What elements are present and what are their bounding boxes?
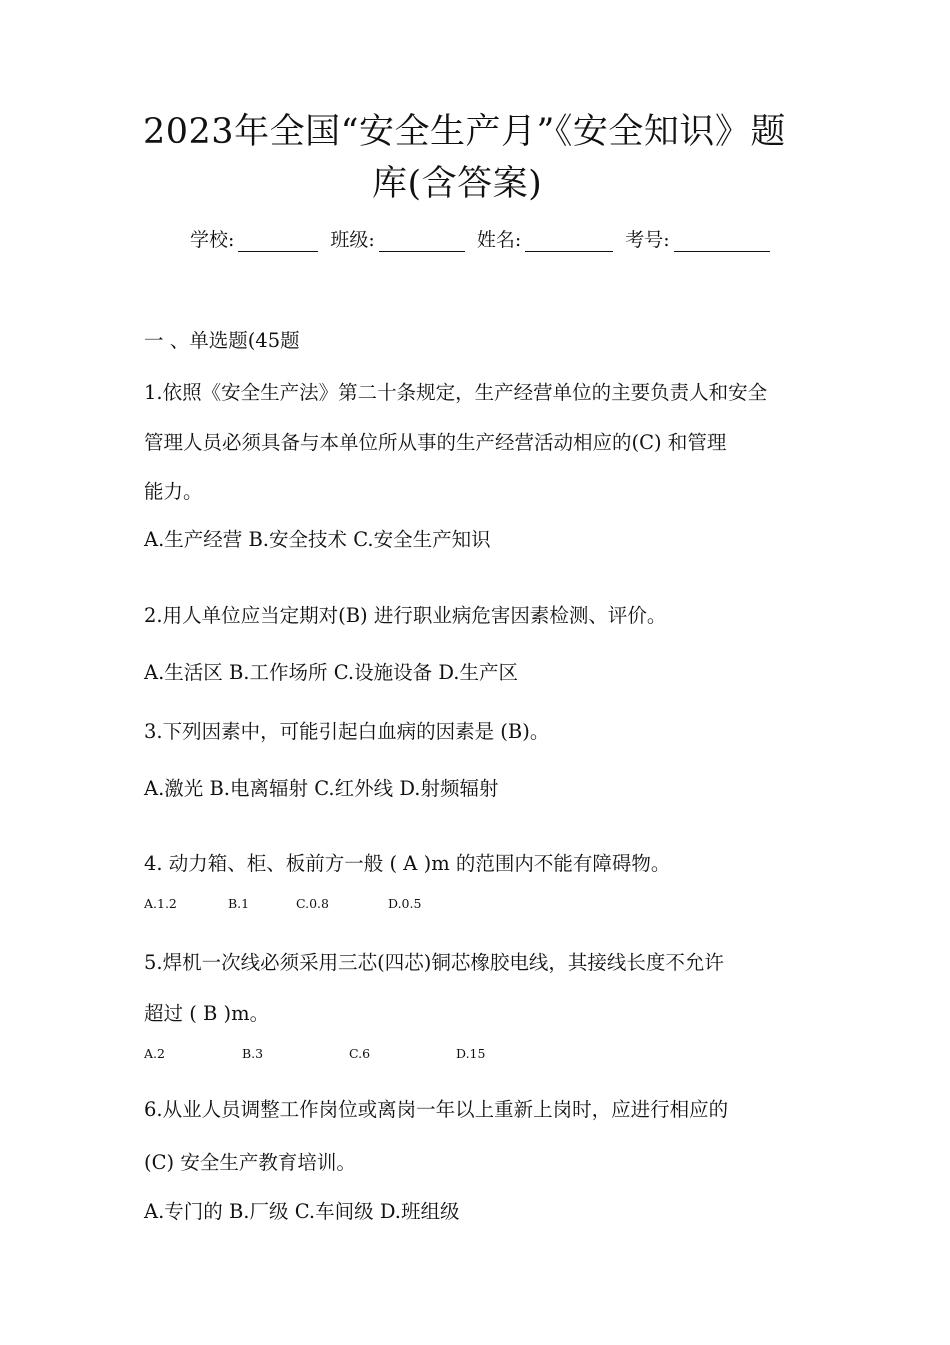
q6-line2: (C) 安全生产教育培训。 (144, 1151, 356, 1174)
class-blank[interactable] (379, 229, 465, 252)
q1-line1: 1.依照《安全生产法》第二十条规定，生产经营单位的主要负责人和安全 (144, 381, 768, 404)
q4-line1: 4. 动力箱、柜、板前方一般 ( A )m 的范围内不能有障碍物。 (144, 852, 671, 875)
q2-options: A.生活区 B.工作场所 C.设施设备 D.生产区 (144, 661, 518, 684)
school-label: 学校: (190, 229, 235, 251)
q5-option-a: A.2 (144, 1046, 165, 1061)
q4-option-b: B.1 (228, 896, 250, 911)
q4-options (144, 896, 421, 911)
q5-options (144, 1046, 485, 1061)
q2-line1: 2.用人单位应当定期对(B) 进行职业病危害因素检测、评价。 (144, 604, 667, 627)
student-info-fields (190, 225, 782, 252)
doc-title-line1: 2023年全国“安全生产月”《安全知识》题 (143, 112, 786, 152)
class-label: 班级: (330, 229, 375, 251)
school-blank[interactable] (238, 229, 318, 252)
q5-option-c: C.6 (349, 1046, 371, 1061)
q1-options: A.生产经营 B.安全技术 C.安全生产知识 (144, 528, 491, 551)
q4-option-c: C.0.8 (296, 896, 329, 911)
q1-line3: 能力。 (144, 480, 203, 503)
name-blank[interactable] (525, 229, 613, 252)
q6-options: A.专门的 B.厂级 C.车间级 D.班组级 (144, 1200, 460, 1223)
exam-no-blank[interactable] (674, 229, 770, 252)
exam-no-label: 考号: (625, 229, 670, 251)
name-label: 姓名: (476, 229, 522, 251)
q4-option-a: A.1.2 (144, 896, 177, 911)
q5-option-b: B.3 (242, 1046, 264, 1061)
q4-option-d: D.0.5 (388, 896, 422, 911)
q3-options: A.激光 B.电离辐射 C.红外线 D.射频辐射 (144, 777, 499, 800)
q1-line2: 管理人员必须具备与本单位所从事的生产经营活动相应的(C) 和管理 (144, 431, 727, 454)
doc-title-line2: 库(含答案) (372, 164, 543, 204)
q5-line2: 超过 ( B )m。 (144, 1002, 270, 1025)
q5-line1: 5.焊机一次线必须采用三芯(四芯)铜芯橡胶电线，其接线长度不允许 (144, 951, 724, 974)
q6-line1: 6.从业人员调整工作岗位或离岗一年以上重新上岗时，应进行相应的 (144, 1098, 729, 1121)
q3-line1: 3.下列因素中，可能引起白血病的因素是 (B)。 (144, 720, 550, 743)
section-heading: 一 、单选题(45题 (144, 329, 300, 352)
q5-option-d: D.15 (456, 1046, 486, 1061)
